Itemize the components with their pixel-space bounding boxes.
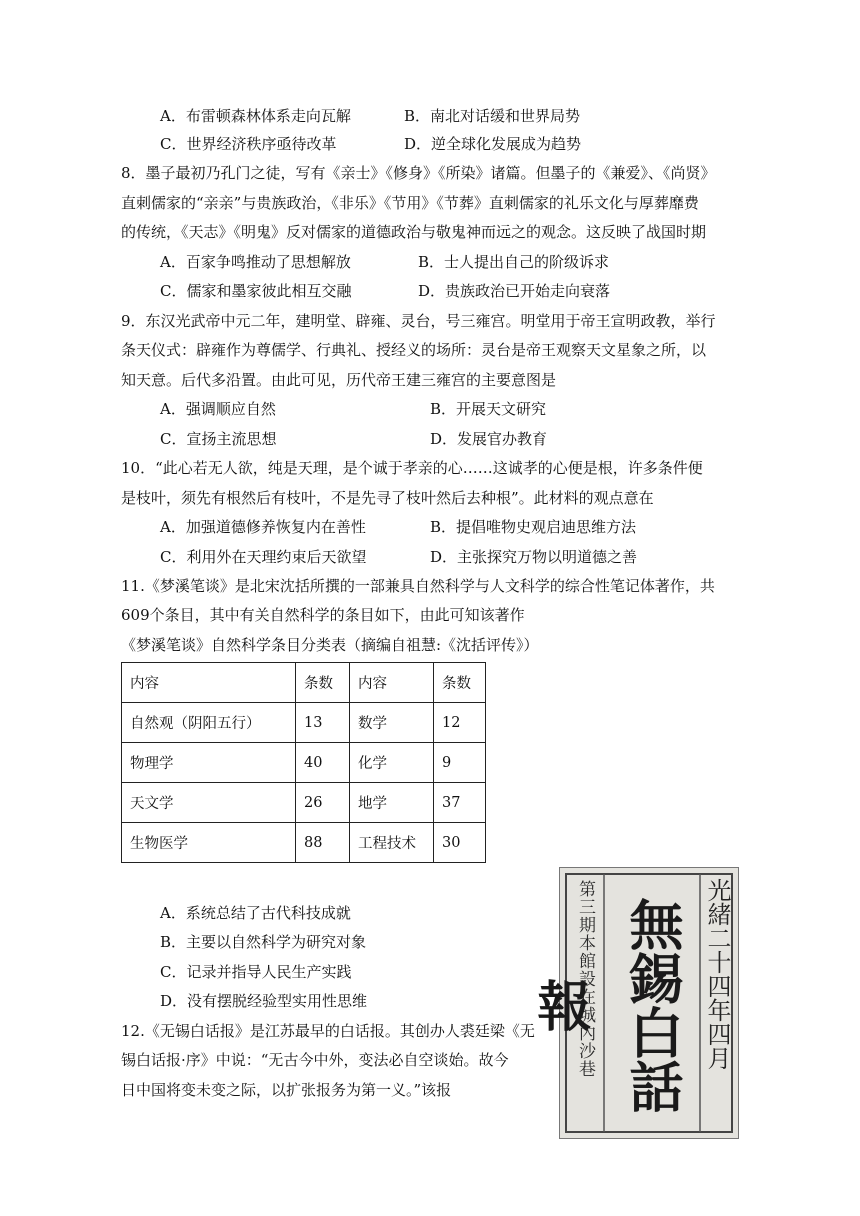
table-caption: 《梦溪笔谈》自然科学条目分类表（摘编自祖慧:《沈括评传》） xyxy=(121,636,539,654)
science-entries-table xyxy=(121,662,486,863)
q7-option-c: C．世界经济秩序亟待改革 xyxy=(160,135,337,153)
table-cell: 40 xyxy=(296,743,350,783)
table-row xyxy=(122,823,486,863)
table-header-row xyxy=(122,663,486,703)
masthead-left-column: 第三期本館設在城內沙巷 xyxy=(575,880,595,1078)
q8-option-a: A．百家争鸣推动了思想解放 xyxy=(160,253,351,271)
q10-option-b: B．提倡唯物史观启迪思维方法 xyxy=(430,518,637,536)
q8-stem-line: 的传统，《天志》《明鬼》反对儒家的道德政治与敬鬼神而远之的观念。这反映了战国时期 xyxy=(121,223,707,241)
table-cell: 自然观（阴阳五行） xyxy=(122,703,296,743)
table-row xyxy=(122,703,486,743)
q11-option-c: C．记录并指导人民生产实践 xyxy=(160,963,352,981)
q11-stem-line: 609个条目，其中有关自然科学的条目如下，由此可知该著作 xyxy=(121,606,525,624)
q8-option-d: D．贵族政治已开始走向衰落 xyxy=(418,282,611,300)
q9-option-c: C．宣扬主流思想 xyxy=(160,430,277,448)
q9-stem-line: 条天仪式：辟雍作为尊儒学、行典礼、授经义的场所：灵台是帝王观察天文星象之所，以 xyxy=(121,341,707,359)
table-cell: 37 xyxy=(434,783,486,823)
table-header-cell: 条数 xyxy=(434,663,486,703)
q9-stem-line: 知天意。后代多沿置。由此可见，历代帝王建三雍宫的主要意图是 xyxy=(121,371,557,389)
q8-option-c: C．儒家和墨家彼此相互交融 xyxy=(160,282,352,300)
table-cell: 26 xyxy=(296,783,350,823)
table-cell: 工程技术 xyxy=(350,823,434,863)
q12-stem-line: 12.《无锡白话报》是江苏最早的白话报。其创办人裘廷梁《无 xyxy=(121,1022,535,1040)
q10-stem-line: 是枝叶，须先有根然后有枝叶，不是先寻了枝叶然后去种根”。此材料的观点意在 xyxy=(121,489,654,507)
table-header-cell: 条数 xyxy=(296,663,350,703)
q12-stem-line: 锡白话报·序》中说：“无古今中外，变法必自空谈始。故今 xyxy=(121,1051,509,1069)
q8-stem-line: 8．墨子最初乃孔门之徒，写有《亲士》《修身》《所染》诸篇。但墨子的《兼爱》、《尚贤》 xyxy=(121,164,716,182)
q11-stem-line: 11.《梦溪笔谈》是北宋沈括所撰的一部兼具自然科学与人文科学的综合性笔记体著作，共 xyxy=(121,577,715,595)
q10-option-a: A．加强道德修养恢复内在善性 xyxy=(160,518,366,536)
newspaper-masthead-image xyxy=(529,867,739,1139)
q8-option-b: B．士人提出自己的阶级诉求 xyxy=(418,253,610,271)
q11-option-a: A．系统总结了古代科技成就 xyxy=(160,904,351,922)
masthead-date-column: 光緒二十四年四月 xyxy=(703,878,731,1070)
q11-option-b: B．主要以自然科学为研究对象 xyxy=(160,933,367,951)
q9-stem-line: 9．东汉光武帝中元二年，建明堂、辟雍、灵台，号三雍宫。明堂用于帝王宣明政教，举行 xyxy=(121,312,716,330)
q10-stem-line: 10．“此心若无人欲，纯是天理，是个诚于孝亲的心……这诚孝的心便是根，许多条件便 xyxy=(121,459,703,477)
q11-option-d: D．没有摆脱经验型实用性思维 xyxy=(160,992,368,1010)
q12-stem-line: 日中国将变未变之际，以扩张报务为第一义。”该报 xyxy=(121,1081,452,1099)
q10-option-c: C．利用外在天理约束后天欲望 xyxy=(160,548,367,566)
table-cell: 13 xyxy=(296,703,350,743)
table-cell: 生物医学 xyxy=(122,823,296,863)
table-cell: 物理学 xyxy=(122,743,296,783)
table-cell: 数学 xyxy=(350,703,434,743)
q7-option-d: D．逆全球化发展成为趋势 xyxy=(404,135,582,153)
q7-option-a: A．布雷顿森林体系走向瓦解 xyxy=(160,107,351,125)
table-cell: 30 xyxy=(434,823,486,863)
table-header-cell: 内容 xyxy=(122,663,296,703)
q10-option-d: D．主张探究万物以明道德之善 xyxy=(430,548,638,566)
table-cell: 88 xyxy=(296,823,350,863)
table-cell: 地学 xyxy=(350,783,434,823)
table-row xyxy=(122,743,486,783)
q8-stem-line: 直刺儒家的“亲亲”与贵族政治，《非乐》《节用》《节葬》直刺儒家的礼乐文化与厚葬靡费 xyxy=(121,194,699,212)
table-header-cell: 内容 xyxy=(350,663,434,703)
q9-option-b: B．开展天文研究 xyxy=(430,400,547,418)
q7-option-b: B．南北对话缓和世界局势 xyxy=(404,107,581,125)
q9-option-d: D．发展官办教育 xyxy=(430,430,548,448)
table-cell: 9 xyxy=(434,743,486,783)
q9-option-a: A．强调顺应自然 xyxy=(160,400,276,418)
table-row xyxy=(122,783,486,823)
table-cell: 化学 xyxy=(350,743,434,783)
masthead-title: 無錫白話報 xyxy=(529,897,685,1113)
table-cell: 12 xyxy=(434,703,486,743)
table-cell: 天文学 xyxy=(122,783,296,823)
